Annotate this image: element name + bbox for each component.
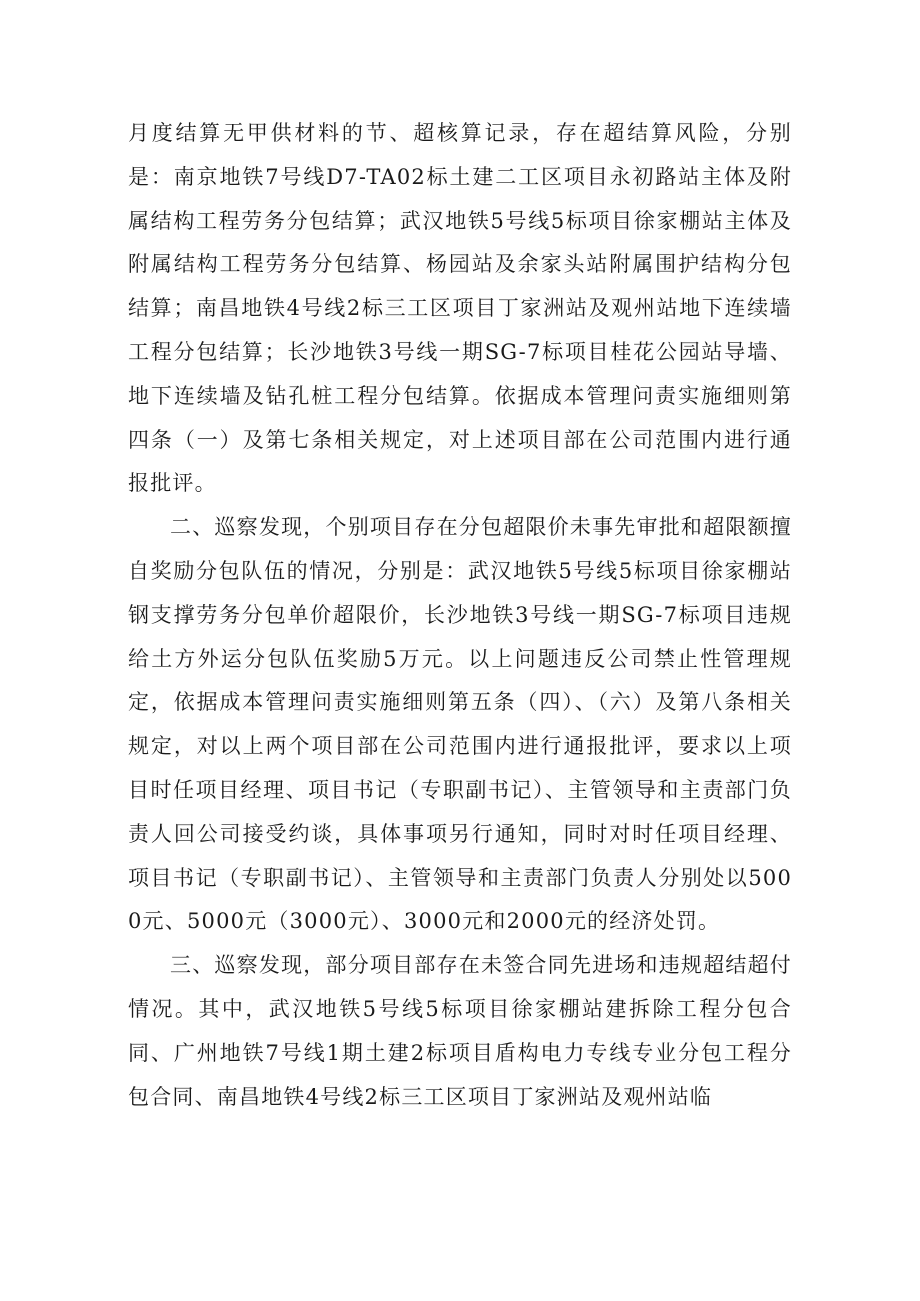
paragraph-continued: 月度结算无甲供材料的节、超核算记录，存在超结算风险，分别是：南京地铁7号线D7-TA02标土建二工区项目永初路站主体及附属结构工程劳务分包结算；武汉地铁5号线5标项目徐家棚站主体及附属结构工程劳务分包结算、杨园站及余家头站附属围护结构分包结算；南昌地铁4号线2标三工区项目丁家洲站及观州站地下连续墙工程分包结算；长沙地铁3号线一期SG-7标项目桂花公园站导墙、地下连续墙及钻孔桩工程分包结算。依据成本管理问责实施细则第四条（一）及第七条相关规定，对上述项目部在公司范围内进行通报批评。 bbox=[128, 121, 792, 496]
document-body bbox=[128, 112, 792, 1119]
paragraph-section-two: 二、巡察发现，个别项目存在分包超限价未事先审批和超限额擅自奖励分包队伍的情况，分别是：武汉地铁5号线5标项目徐家棚站钢支撑劳务分包单价超限价，长沙地铁3号线一期SG-7标项目违规给土方外运分包队伍奖励5万元。以上问题违反公司禁止性管理规定，依据成本管理问责实施细则第五条（四）、（六）及第八条相关规定，对以上两个项目部在公司范围内进行通报批评，要求以上项目时任项目经理、项目书记（专职副书记）、主管领导和主责部门负责人回公司接受约谈，具体事项另行通知，同时对时任项目经理、项目书记（专职副书记）、主管领导和主责部门负责人分别处以5000元、5000元（3000元）、3000元和2000元的经济处罚。 bbox=[128, 515, 792, 934]
paragraph-section-three: 三、巡察发现，部分项目部存在未签合同先进场和违规超结超付情况。其中，武汉地铁5号线5标项目徐家棚站建拆除工程分包合同、广州地铁7号线1期土建2标项目盾构电力专线专业分包工程分包合同、南昌地铁4号线2标三工区项目丁家洲站及观州站临 bbox=[128, 953, 792, 1109]
